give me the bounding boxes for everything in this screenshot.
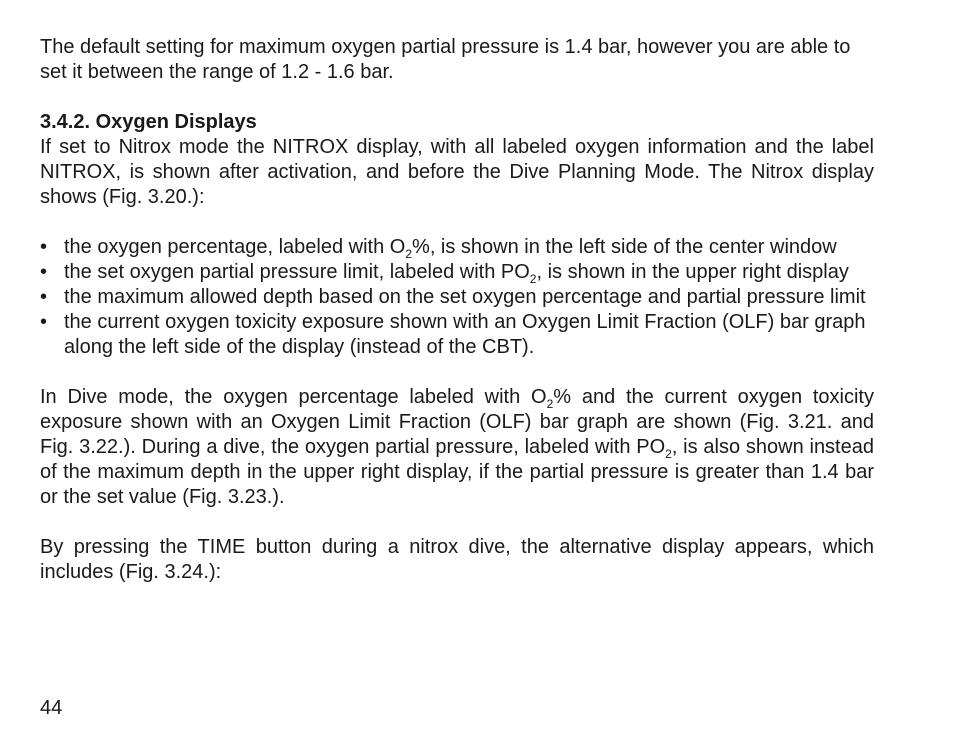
list-item: • the oxygen percentage, labeled with $O_2\%$, is shown in the left side of the center window — [40, 236, 837, 261]
spacer — [40, 210, 874, 235]
page-body — [40, 35, 874, 585]
list-item: • the current oxygen toxicity exposure shown with an Oxygen Limit Fraction (OLF) bar graph along the left side of the display (instead of the CBT). — [40, 311, 866, 358]
section-heading: 3.4.2. Oxygen Displays — [40, 111, 257, 133]
spacer — [40, 360, 874, 385]
spacer — [40, 85, 874, 110]
bullet-marker: • — [40, 236, 48, 258]
dive-mode-paragraph: In Dive mode, the oxygen percentage labeled with $O_2\%$ and the current oxygen toxicity exposure shown with an Oxygen Limit Fraction (OLF) bar graph are shown (Fig. 3.21. and Fig. 3.22.). During a dive, the oxygen partial pressure, labeled with $PO_2$, is also shown instead of the maximum depth in the upper right display, if the partial pressure is greater than 1.4 bar or the set value (Fig. 3.23.). — [40, 386, 874, 508]
intro-paragraph: The default setting for maximum oxygen partial pressure is 1.4 bar, however you are able to set it between the range of 1.2 - 1.6 bar. — [40, 36, 851, 83]
list-item: • the set oxygen partial pressure limit, labeled with $PO_2$, is shown in the upper right display — [40, 261, 849, 286]
spacer — [40, 510, 874, 535]
bullet-marker: • — [40, 286, 48, 308]
bullet-list — [40, 235, 874, 360]
list-item: • the maximum allowed depth based on the set oxygen percentage and partial pressure limit — [40, 286, 866, 308]
bullet-marker: • — [40, 311, 48, 333]
bullet-marker: • — [40, 261, 48, 283]
time-button-paragraph: By pressing the TIME button during a nitrox dive, the alternative display appears, which includes (Fig. 3.24.): — [40, 536, 874, 583]
section-intro-paragraph: If set to Nitrox mode the NITROX display, with all labeled oxygen information and the label NITROX, is shown after activation, and before the Dive Planning Mode. The Nitrox display shows (Fig. 3.20.): — [40, 136, 874, 208]
page-number: 44 — [40, 697, 63, 719]
